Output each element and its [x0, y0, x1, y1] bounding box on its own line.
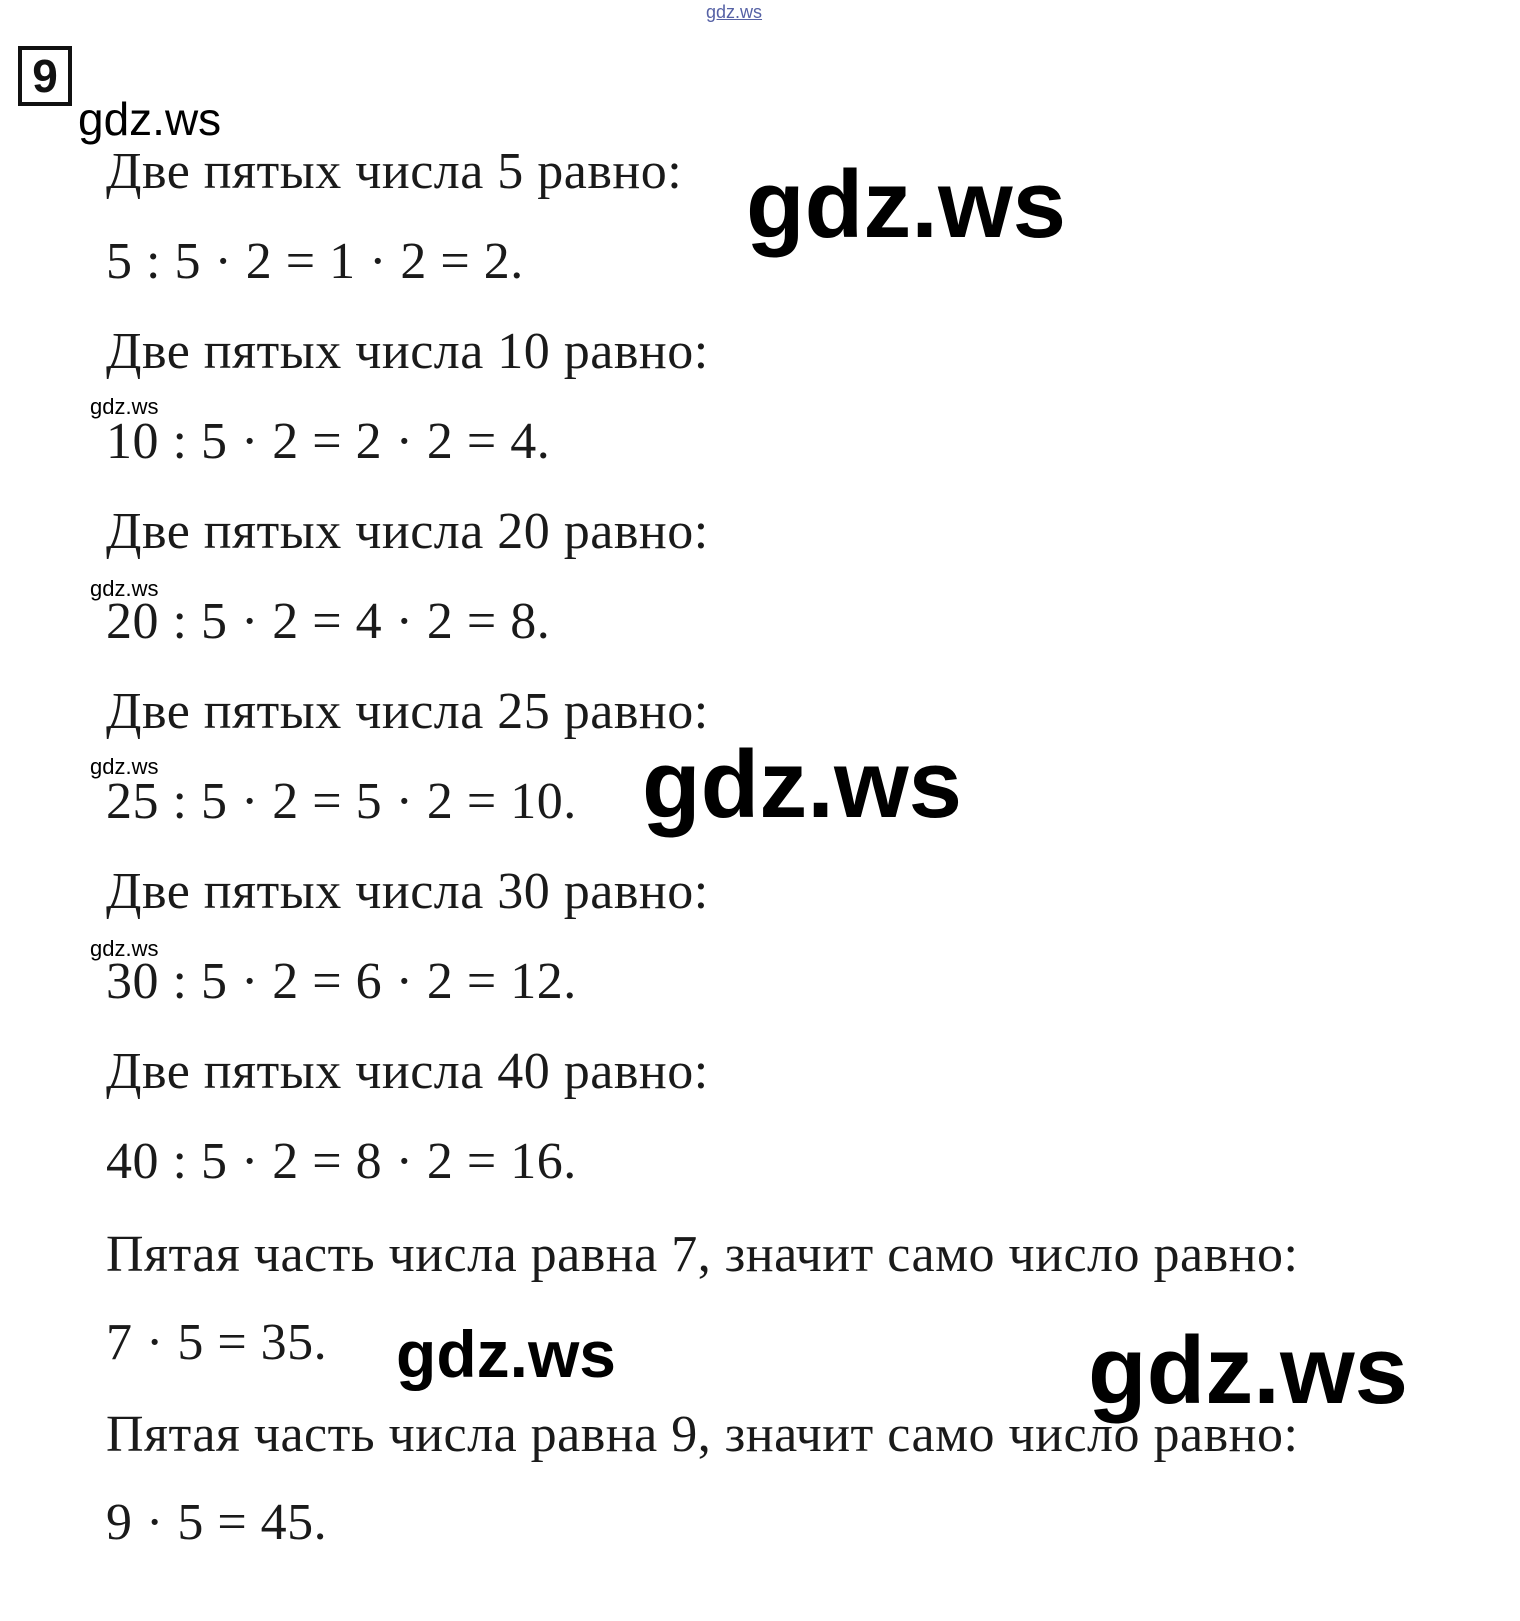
text-line-1: Две пятых числа 5 равно: [106, 143, 683, 200]
watermark-big-3: gdz.ws [1088, 1317, 1409, 1424]
equation-line-2: 10 : 5 · 2 = 2 · 2 = 4. [106, 413, 551, 470]
watermark-small-4: gdz.ws [90, 936, 159, 961]
equation-line-6: 40 : 5 · 2 = 8 · 2 = 16. [106, 1133, 577, 1190]
equation-line-4: 25 : 5 · 2 = 5 · 2 = 10. [106, 773, 577, 830]
watermark-small-1: gdz.ws [90, 394, 159, 419]
watermark-small-3: gdz.ws [90, 754, 159, 779]
text-line-2: Две пятых числа 10 равно: [106, 323, 709, 380]
equation-line-5: 30 : 5 · 2 = 6 · 2 = 12. [106, 953, 577, 1010]
watermark-big-1: gdz.ws [746, 151, 1067, 258]
equation-line-7: 7 · 5 = 35. [106, 1314, 328, 1371]
watermark-medium-3: gdz.ws [396, 1317, 617, 1391]
text-line-8: Пятая часть числа равна 9, значит само число равно: [106, 1406, 1299, 1463]
equation-line-1: 5 : 5 · 2 = 1 · 2 = 2. [106, 233, 524, 290]
text-line-6: Две пятых числа 40 равно: [106, 1043, 709, 1100]
text-line-5: Две пятых числа 30 равно: [106, 863, 709, 920]
watermark-small-2: gdz.ws [90, 576, 159, 601]
text-line-4: Две пятых числа 25 равно: [106, 683, 709, 740]
equation-line-3: 20 : 5 · 2 = 4 · 2 = 8. [106, 593, 551, 650]
task-number: 9 [18, 46, 72, 106]
text-line-3: Две пятых числа 20 равно: [106, 503, 709, 560]
watermark-top: gdz.ws [706, 2, 763, 22]
watermark-big-2: gdz.ws [642, 731, 963, 838]
equation-line-8: 9 · 5 = 45. [106, 1494, 328, 1551]
watermark-header: gdz.ws [78, 93, 222, 145]
text-line-7: Пятая часть числа равна 7, значит само число равно: [106, 1226, 1299, 1283]
